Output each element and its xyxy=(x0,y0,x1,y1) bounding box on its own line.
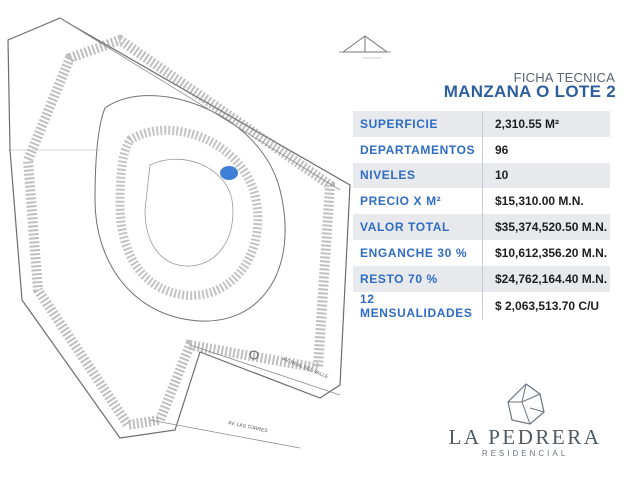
street-label-real-del-valle: AV. REAL DEL VALLE xyxy=(281,356,329,381)
spec-label: NIVELES xyxy=(353,163,483,189)
road-line xyxy=(150,420,300,448)
central-area xyxy=(145,159,233,266)
brand-tagline: RESIDENCIAL xyxy=(481,449,569,458)
spec-label: SUPERFICIE xyxy=(353,111,483,137)
spec-label: 12 MENSUALIDADES xyxy=(353,292,483,320)
spec-value: $24,762,164.40 M.N. xyxy=(483,266,611,292)
spec-row xyxy=(353,240,610,266)
spec-value: $35,374,520.50 M.N. xyxy=(483,214,611,240)
sheet-subtitle: FICHA TECNICA xyxy=(513,70,615,85)
spec-label: PRECIO X M² xyxy=(353,188,483,214)
spec-value: $ 2,063,513.70 C/U xyxy=(483,292,611,320)
spec-row xyxy=(353,266,610,292)
spec-row xyxy=(353,111,610,137)
north-arrow-icon xyxy=(335,28,395,68)
spec-label: ENGANCHE 30 % xyxy=(353,240,483,266)
lot-2-marker[interactable] xyxy=(220,166,238,180)
spec-value: 96 xyxy=(483,137,611,163)
spec-row xyxy=(353,163,610,189)
brand-name: LA PEDRERA xyxy=(448,425,602,449)
spec-row xyxy=(353,137,610,163)
spec-value: $15,310.00 M.N. xyxy=(483,188,611,214)
spec-label: VALOR TOTAL xyxy=(353,214,483,240)
la-pedrera-logo-icon xyxy=(500,382,552,426)
street-label-las-torres: AV. LAS TORRES xyxy=(227,420,269,435)
spec-row xyxy=(353,214,610,240)
spec-value: 2,310.55 M² xyxy=(483,111,611,137)
spec-table xyxy=(353,111,610,320)
spec-value: 10 xyxy=(483,163,611,189)
spec-label: DEPARTAMENTOS xyxy=(353,137,483,163)
spec-label: RESTO 70 % xyxy=(353,266,483,292)
sheet-title: MANZANA O LOTE 2 xyxy=(443,82,616,101)
inner-lot-ring xyxy=(120,130,258,295)
spec-value: $10,612,356.20 M.N. xyxy=(483,240,611,266)
spec-row xyxy=(353,188,610,214)
spec-row xyxy=(353,292,610,320)
